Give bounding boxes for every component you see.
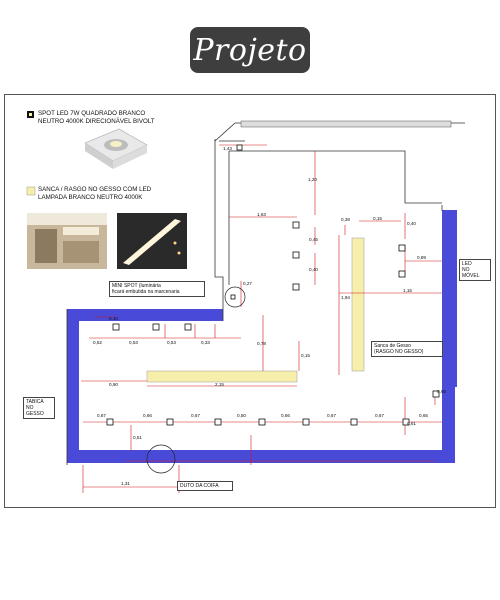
dim-label: 1,43 [223,146,232,151]
dim-label: 0,27 [243,281,252,286]
sanca-gesso-note [371,341,443,357]
sanca-vertical [352,238,364,371]
floor-plan-sheet [4,94,496,508]
spot [293,222,299,228]
dim-label: 0,53 [129,340,138,345]
spot-product-image [85,129,147,169]
led-movel-line1: LED [462,261,472,267]
spot [215,419,221,425]
legend-spot-line1: SPOT LED 7W QUADRADO BRANCO [38,110,146,117]
sanca-photo-1 [27,213,107,269]
dim-label: 0,67 [191,413,200,418]
legend-sanca-line2: LAMPADA BRANCO NEUTRO 4000K [38,194,143,201]
dim-label: 0,89 [417,255,426,260]
spot [259,419,265,425]
dim-label: 1,94 [341,295,350,300]
spot [399,245,405,251]
dim-label: 0,51 [133,435,142,440]
page-title: Projeto [193,32,307,68]
dim-label: 0,66 [281,413,290,418]
top-wall-block [241,121,451,127]
spot-legend-swatch-inner [29,113,32,116]
dim-label: 1,31 [121,481,130,486]
dim-label: 0,50 [237,413,246,418]
title-badge [190,27,310,73]
dim-label: 0,66 [143,413,152,418]
sanca-gesso-note-line2: (RASGO NO GESSO) [374,349,424,355]
dim-label: 0,65 [419,413,428,418]
dim-label: 0,38 [341,217,350,222]
dim-label: 0,15 [301,353,310,358]
sanca-photo-2 [117,213,187,269]
dim-label: 0,61 [407,421,416,426]
mini-spot-note-line1: MINI SPOT (luminária [112,283,161,289]
tabica-line2: NO [26,405,34,411]
mini-spot [231,295,235,299]
duct-note-text: DUTO DA COIFA [180,483,219,489]
tabica-note [23,397,55,419]
dim-label: 0,90 [109,382,118,387]
legend-spot-line2: NEUTRO 4000K DIRECIONÁVEL BIVOLT [38,118,155,125]
sanca-legend-swatch [27,187,35,195]
spot [399,271,405,277]
spot [303,419,309,425]
floor-plan-drawing [5,95,497,509]
dim-label: 0,15 [373,216,382,221]
tabica-line1: TABICA [26,399,44,405]
tabica-line3: GESSO [26,411,44,417]
dim-label: 1,20 [308,177,317,182]
dim-label: 1,15 [403,288,412,293]
dim-label: 0,65 [437,389,446,394]
dim-label: 0,78 [257,341,266,346]
dim-label: 0,67 [327,413,336,418]
dim-label: 2,15 [215,382,224,387]
spot [185,324,191,330]
wall-right [442,210,457,387]
dim-label: 0,53 [167,340,176,345]
dim-label: 0,67 [97,413,106,418]
dim-label: 0,45 [309,237,318,242]
mini-spot-note [109,281,205,297]
spot [167,419,173,425]
dim-label: 0,40 [407,221,416,226]
spot [293,252,299,258]
led-movel-line3: MÓVEL [462,273,480,279]
spot [351,419,357,425]
dim-label: 0,10 [109,316,118,321]
dim-label: 0,52 [93,340,102,345]
led-movel-line2: NO [462,267,470,273]
led-movel-note [459,259,491,281]
dim-label: 0,40 [309,267,318,272]
sanca-horizontal [147,371,297,382]
duct-note [177,481,233,491]
spot [107,419,113,425]
legend-sanca-line1: SANCA / RASGO NO GESSO COM LED [38,186,152,193]
dim-label: 1,63 [257,212,266,217]
spot [113,324,119,330]
mini-spot-note-line2: ficará embutida na marcenaria [112,289,180,295]
spot [293,284,299,290]
spot [153,324,159,330]
dim-label: 0,33 [201,340,210,345]
sanca-gesso-note-line1: Sanca de Gesso [374,343,411,349]
dim-label: 0,67 [375,413,384,418]
spot [237,145,242,150]
